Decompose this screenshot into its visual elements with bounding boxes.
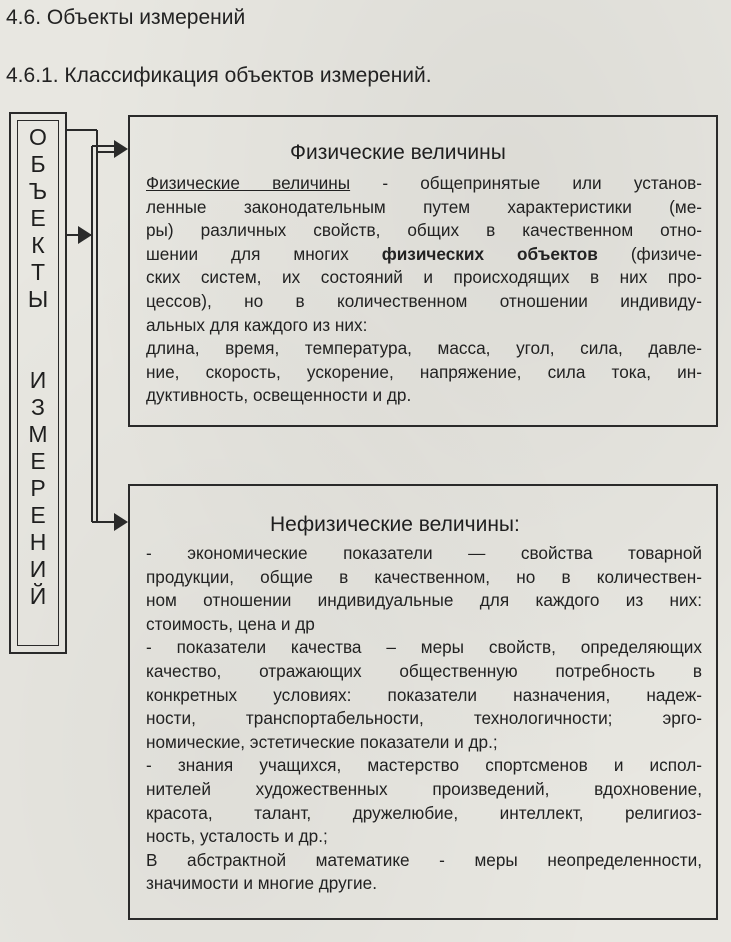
- label-letter: К: [31, 232, 45, 258]
- bold-term: физических объектов: [381, 243, 598, 264]
- label-word-gap: [11, 313, 65, 340]
- text-line: номические, эстетические показатели и др.;: [146, 731, 498, 752]
- text-line: - показатели качества – меры свойств, определяющих: [146, 637, 702, 658]
- nonphysical-quantities-text: [146, 542, 702, 896]
- label-letter: Н: [29, 529, 47, 555]
- section-heading: 4.6. Объекты измерений: [6, 6, 246, 29]
- definition-term: Физические величины: [146, 173, 351, 193]
- physical-quantities-box: [128, 115, 718, 427]
- label-letter: Ъ: [28, 178, 48, 204]
- text-line: ном отношении индивидуальные для каждого из них:: [146, 590, 702, 611]
- label-letter: И: [29, 367, 47, 393]
- label-letter: М: [28, 421, 48, 447]
- label-letter: О: [29, 124, 47, 150]
- nonphysical-quantities-box: [128, 484, 718, 920]
- text-line: - экономические показатели — свойства товарной: [146, 543, 702, 563]
- text-line: значимости и многие другие.: [146, 873, 377, 894]
- text-line: ских систем, их состояний и происходящих в них про-: [146, 267, 702, 288]
- text-line: красота, талант, дружелюбие, интеллект, религиоз-: [146, 802, 702, 823]
- text-line: стоимость, цена и др: [146, 613, 315, 634]
- text-line: длина, время, температура, масса, угол, сила, давле-: [146, 338, 702, 359]
- label-word-gap: [11, 340, 65, 367]
- text-line: - знания учащихся, мастерство спортсменов и испол-: [146, 755, 702, 776]
- label-letter: Е: [30, 502, 46, 528]
- text-line: шении для многих физических объектов (физиче-: [146, 243, 703, 264]
- label-letter: Е: [30, 448, 46, 474]
- label-letter: Т: [30, 259, 46, 285]
- physical-quantities-title: Физические величины: [290, 141, 506, 164]
- text-line: конкретных условиях: показатели назначения, надеж-: [146, 684, 702, 705]
- text-line: продукции, общие в качественном, но в количествен-: [146, 566, 702, 587]
- text-line: ленные законодательным путем характеристики (ме-: [146, 196, 702, 217]
- label-letter: Ы: [27, 286, 49, 312]
- label-letter: Б: [30, 151, 46, 177]
- label-letter: Й: [29, 583, 47, 609]
- text-line: ность, усталость и др.;: [146, 826, 328, 847]
- text-line: ности, транспортабельности, технологичности; эрго-: [146, 708, 702, 729]
- label-letter: И: [29, 556, 47, 582]
- text-line: ры) различных свойств, общих в качественном отно-: [146, 220, 702, 241]
- vertical-label-text: [11, 124, 65, 610]
- physical-quantities-text: [146, 172, 702, 408]
- nonphysical-quantities-title: Нефизические величины:: [270, 513, 520, 536]
- text-line: В абстрактной математике - меры неопределенности,: [146, 849, 702, 870]
- text-line: качество, отражающих общественную потребность в: [146, 660, 702, 681]
- text-line: нителей художественных произведений, вдохновение,: [146, 778, 702, 799]
- measurement-objects-label-box: [9, 112, 67, 654]
- text-line: альных для каждого из них:: [146, 314, 368, 335]
- text-line: цессов), но в количественном отношении индивиду-: [146, 290, 702, 311]
- text-line: ние, скорость, ускорение, напряжение, сила тока, ин-: [146, 361, 702, 382]
- label-letter: Е: [30, 205, 46, 231]
- label-letter: З: [31, 394, 45, 420]
- text-line: Физические величины - общепринятые или установ-: [146, 173, 702, 193]
- text-line: дуктивность, освещенности и др.: [146, 385, 412, 406]
- label-letter: Р: [30, 475, 46, 501]
- subsection-heading: 4.6.1. Классификация объектов измерений.: [6, 64, 432, 87]
